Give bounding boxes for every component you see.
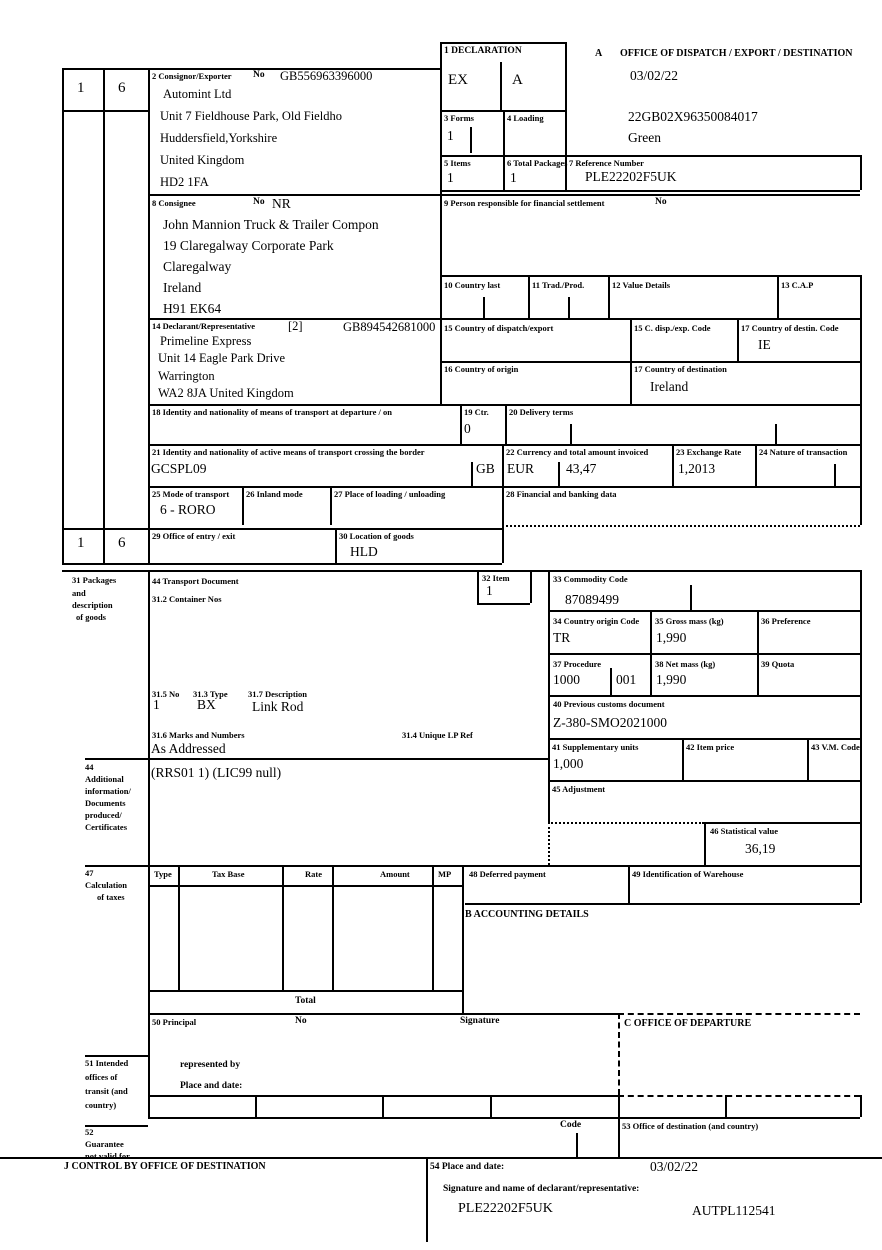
form-line [757, 610, 759, 695]
box50-represented-by: represented by [180, 1060, 241, 1070]
box47-header-rate: Rate [305, 869, 322, 879]
form-tick [690, 585, 692, 610]
form-line [85, 1055, 148, 1057]
box47-label-1: 47 [85, 868, 94, 878]
box22-currency: EUR [507, 461, 534, 476]
box9-no-label: No [655, 197, 667, 207]
box2-line2: Unit 7 Fieldhouse Park, Old Fieldho [160, 109, 342, 123]
box50-signature-label: Signature [460, 1016, 500, 1026]
form-line [85, 865, 860, 867]
box38-label: 38 Net mass (kg) [655, 659, 716, 669]
box51-label-2: offices of [85, 1072, 118, 1082]
box47-label-2: Calculation [85, 880, 128, 890]
box8-id: NR [272, 196, 291, 211]
form-line [477, 570, 479, 603]
form-tick [483, 297, 485, 318]
copy-number-1-lower: 1 [77, 535, 85, 551]
form-tick [568, 297, 570, 318]
box11-label: 11 Trad./Prod. [532, 280, 585, 290]
form-line [0, 1157, 882, 1159]
box7-value: PLE22202F5UK [585, 169, 677, 184]
box16-label: 16 Country of origin [444, 364, 519, 374]
box44-value: (RRS01 1) (LIC99 null) [151, 765, 282, 780]
form-dotted-line [548, 822, 550, 865]
box48-label: 48 Deferred payment [469, 869, 546, 879]
form-dotted-line [548, 822, 704, 824]
copy-number-6: 6 [118, 80, 126, 96]
form-line [62, 528, 502, 530]
box49-label: 49 Identification of Warehouse [632, 869, 744, 879]
box46-value: 36,19 [745, 841, 776, 856]
form-line [807, 738, 809, 780]
box14-line2: Unit 14 Eagle Park Drive [158, 351, 286, 365]
form-tick [471, 462, 473, 486]
form-dashed-line [618, 1013, 620, 1095]
box14-label: 14 Declarant/Representative [152, 321, 255, 331]
box8-label: 8 Consignee [152, 198, 196, 208]
box50-label: 50 Principal [152, 1017, 197, 1027]
box41-value: 1,000 [553, 756, 584, 771]
form-line [432, 865, 434, 990]
form-line [548, 738, 860, 740]
form-tick [834, 464, 836, 486]
section-c-title: C OFFICE OF DEPARTURE [624, 1018, 752, 1029]
form-line [672, 444, 674, 486]
form-line [148, 444, 860, 446]
box5-label: 5 Items [444, 158, 471, 168]
box51-label-4: country) [85, 1100, 117, 1110]
form-line [503, 110, 505, 190]
form-line [148, 486, 860, 488]
box54-date: 03/02/22 [650, 1159, 699, 1174]
box27-label: 27 Place of loading / unloading [334, 489, 446, 499]
form-line [62, 110, 148, 112]
box23-value: 1,2013 [678, 461, 716, 476]
box50-place-date: Place and date: [180, 1081, 243, 1091]
form-tick [570, 424, 572, 444]
form-line [505, 404, 507, 444]
box34-value: TR [553, 630, 571, 645]
box35-value: 1,990 [656, 630, 687, 645]
box6-label: 6 Total Packages [507, 158, 568, 168]
form-line [178, 865, 180, 990]
form-line [440, 361, 860, 363]
form-line [860, 275, 862, 525]
form-line [242, 486, 244, 525]
box8-line1: John Mannion Truck & Trailer Compon [163, 217, 379, 232]
form-line [725, 1095, 727, 1117]
box12-label: 12 Value Details [612, 280, 671, 290]
form-line [282, 865, 284, 990]
box52-label-1: 52 [85, 1127, 94, 1137]
form-line [440, 190, 860, 192]
box2-label: 2 Consignor/Exporter [152, 71, 232, 81]
box25-value: 6 - RORO [160, 502, 216, 517]
box32-label: 32 Item [482, 573, 510, 583]
form-dotted-line [502, 525, 860, 527]
form-line [465, 903, 860, 905]
box35-label: 35 Gross mass (kg) [655, 616, 724, 626]
box15a-label: 15 C. disp./exp. Code [634, 323, 711, 333]
box30-value: HLD [350, 544, 378, 559]
box44-label-3: information/ [85, 786, 131, 796]
box9-label: 9 Person responsible for financial settlement [444, 198, 605, 208]
box8-line5: H91 EK64 [163, 301, 222, 316]
form-line [382, 1095, 384, 1117]
box20-label: 20 Delivery terms [509, 407, 574, 417]
box31-5-label: 31.5 No [152, 689, 180, 699]
box3-label: 3 Forms [444, 113, 474, 123]
box22-label: 22 Currency and total amount invoiced [506, 447, 649, 457]
box5-value: 1 [447, 170, 454, 185]
box2-line4: United Kingdom [160, 153, 245, 167]
box8-line4: Ireland [163, 280, 202, 295]
box44-label-2: Additional [85, 774, 124, 784]
box31-6-value: As Addressed [151, 741, 226, 756]
form-line [440, 42, 442, 404]
box31-label-4: of goods [76, 612, 106, 622]
form-line [148, 885, 462, 887]
box38-value: 1,990 [656, 672, 687, 687]
form-line [755, 444, 757, 486]
box21-value: GCSPL09 [151, 461, 207, 476]
box54-signature-label: Signature and name of declarant/representative: [443, 1184, 640, 1194]
form-line [148, 404, 860, 406]
form-line [528, 275, 530, 318]
box44-label-4: Documents [85, 798, 126, 808]
box14-code: [2] [288, 319, 303, 333]
box47-label-3: of taxes [97, 892, 125, 902]
section-a-title: OFFICE OF DISPATCH / EXPORT / DESTINATION [620, 48, 853, 59]
box37-value: 1000 [553, 672, 580, 687]
box19-label: 19 Ctr. [464, 407, 489, 417]
box42-label: 42 Item price [686, 742, 735, 752]
box2-line1: Automint Ltd [163, 87, 232, 101]
box7-label: 7 Reference Number [569, 158, 644, 168]
box2-line5: HD2 1FA [160, 175, 209, 189]
box23-label: 23 Exchange Rate [676, 447, 742, 457]
box54-label: 54 Place and date: [430, 1162, 505, 1172]
box17a-value: IE [758, 337, 771, 352]
box33-label: 33 Commodity Code [553, 574, 628, 584]
box40-value: Z-380-SMO2021000 [553, 715, 667, 730]
section-a-date: 03/02/22 [630, 68, 679, 83]
section-b-title: B ACCOUNTING DETAILS [465, 909, 589, 920]
box36-label: 36 Preference [761, 616, 811, 626]
box25-label: 25 Mode of transport [152, 489, 230, 499]
box8-no-label: No [253, 197, 265, 207]
box51-label-3: transit (and [85, 1086, 128, 1096]
box26-label: 26 Inland mode [246, 489, 303, 499]
form-line [548, 653, 860, 655]
box31-7-value: Link Rod [252, 699, 304, 714]
form-tick [558, 462, 560, 486]
form-line [148, 194, 860, 196]
form-line [618, 1095, 620, 1157]
box13-label: 13 C.A.P [781, 280, 814, 290]
box31-label-2: and [72, 588, 86, 598]
box52-label-2: Guarantee [85, 1139, 124, 1149]
box31-6-label: 31.6 Marks and Numbers [152, 730, 245, 740]
box47-header-amount: Amount [380, 869, 410, 879]
box44-label-1: 44 [85, 762, 94, 772]
form-line [460, 404, 462, 444]
section-a-routing: Green [628, 130, 661, 145]
section-j-title: J CONTROL BY OFFICE OF DESTINATION [64, 1161, 266, 1172]
form-line [502, 444, 504, 563]
box17-label: 17 Country of destination [634, 364, 727, 374]
box21-nationality: GB [476, 461, 495, 476]
form-line [860, 155, 862, 190]
form-line [860, 1095, 862, 1117]
box40-label: 40 Previous customs document [553, 699, 665, 709]
form-tick [775, 424, 777, 444]
box31-label-3: description [72, 600, 113, 610]
box47-header-taxbase: Tax Base [212, 869, 245, 879]
box19-value: 0 [464, 421, 471, 436]
form-line [530, 570, 532, 603]
box34-label: 34 Country origin Code [553, 616, 640, 626]
box54-declarant-ref: PLE22202F5UK [458, 1201, 553, 1216]
form-line [777, 275, 779, 318]
box37-value2: 001 [616, 672, 637, 687]
box51-label-1: 51 Intended [85, 1058, 129, 1068]
box1-label: 1 DECLARATION [444, 46, 522, 56]
form-line [330, 486, 332, 525]
form-line [426, 1157, 428, 1242]
form-line [62, 570, 860, 572]
form-line [682, 738, 684, 780]
box54-declarant-name: AUTPL112541 [692, 1203, 776, 1218]
box50-no-label: No [295, 1016, 307, 1026]
form-line [335, 528, 337, 563]
form-line [62, 68, 64, 563]
box31-3-label: 31.3 Type [193, 689, 228, 699]
box44-label-6: Certificates [85, 822, 128, 832]
box4-label: 4 Loading [507, 113, 544, 123]
box47-total-label: Total [295, 996, 316, 1006]
box53-label: 53 Office of destination (and country) [622, 1121, 759, 1131]
box52-code-label: Code [560, 1120, 582, 1130]
copy-number-6-lower: 6 [118, 535, 126, 551]
box1-declaration-type: EX [448, 72, 468, 88]
form-line [704, 822, 860, 824]
form-tick [576, 1133, 578, 1157]
box28-label: 28 Financial and banking data [506, 489, 617, 499]
box14-eori: GB894542681000 [343, 320, 436, 334]
box2-no-label: No [253, 70, 265, 80]
box43-label: 43 V.M. Code [811, 742, 860, 752]
form-dashed-line [618, 1095, 860, 1097]
box39-label: 39 Quota [761, 659, 795, 669]
form-line [440, 275, 860, 277]
box17a-label: 17 Country of destin. Code [741, 323, 839, 333]
form-line [548, 570, 550, 822]
box21-label: 21 Identity and nationality of active means of transport crossing the border [152, 447, 425, 457]
box32-value: 1 [486, 583, 493, 598]
form-line [608, 275, 610, 318]
form-line [548, 695, 860, 697]
form-line [148, 1013, 618, 1015]
form-line [860, 570, 862, 903]
form-line [650, 610, 652, 695]
section-a-mrn: 22GB02X96350084017 [628, 109, 758, 124]
box46-label: 46 Statistical value [710, 826, 778, 836]
form-line [548, 610, 860, 612]
box47-header-type: Type [154, 869, 172, 879]
box41-label: 41 Supplementary units [552, 742, 639, 752]
box10-label: 10 Country last [444, 280, 501, 290]
form-line [62, 563, 502, 565]
box18-label: 18 Identity and nationality of means of transport at departure / on [152, 407, 392, 417]
form-line [440, 42, 565, 44]
box15-label: 15 Country of dispatch/export [444, 323, 554, 333]
box8-line2: 19 Claregalway Corporate Park [163, 238, 334, 253]
box31-4-label: 31.4 Unique LP Ref [402, 730, 473, 740]
form-line [548, 780, 860, 782]
form-line [62, 68, 440, 70]
box1-declaration-subtype: A [512, 72, 523, 88]
form-line [85, 758, 548, 760]
form-line [628, 865, 630, 903]
section-a-prefix: A [595, 48, 603, 59]
box30-label: 30 Location of goods [339, 531, 414, 541]
box37-label: 37 Procedure [553, 659, 602, 669]
form-line [148, 1117, 860, 1119]
box24-label: 24 Nature of transaction [759, 447, 848, 457]
box47-header-mp: MP [438, 869, 452, 879]
box14-line4: WA2 8JA United Kingdom [158, 386, 294, 400]
form-line [148, 68, 150, 563]
box2-line3: Huddersfield,Yorkshire [160, 131, 278, 145]
form-line [85, 1125, 148, 1127]
form-tick [470, 127, 472, 153]
form-line [477, 603, 530, 605]
form-line [332, 865, 334, 990]
box3-value: 1 [447, 128, 454, 143]
box44-label-5: produced/ [85, 810, 122, 820]
box45-label: 45 Adjustment [552, 784, 606, 794]
form-line [462, 865, 464, 1013]
form-dashed-line [618, 1013, 860, 1015]
form-line [500, 62, 502, 110]
form-line [255, 1095, 257, 1117]
box31-7-label: 31.7 Description [248, 689, 308, 699]
form-tick [610, 668, 612, 695]
box14-line3: Warrington [158, 369, 215, 383]
form-line [737, 318, 739, 361]
box14-line1: Primeline Express [160, 334, 252, 348]
form-line [148, 570, 150, 1117]
box44-transport-doc-label: 44 Transport Document [152, 576, 239, 586]
box22-amount: 43,47 [566, 461, 597, 476]
form-line [490, 1095, 492, 1117]
box31-5-value: 1 [153, 697, 160, 712]
box2-eori: GB556963396000 [280, 69, 373, 83]
form-line [103, 68, 105, 563]
box31-2-label: 31.2 Container Nos [152, 594, 222, 604]
form-line [148, 318, 860, 320]
form-line [630, 318, 632, 404]
box31-3-value: BX [197, 697, 216, 712]
box31-label-1: 31 Packages [72, 575, 117, 585]
box17-value: Ireland [650, 379, 689, 394]
copy-number-1: 1 [77, 80, 85, 96]
box6-value: 1 [510, 170, 517, 185]
box52-label-3: not valid for [85, 1151, 130, 1161]
form-line [148, 990, 462, 992]
box29-label: 29 Office of entry / exit [152, 531, 236, 541]
form-line [704, 822, 706, 865]
box8-line3: Claregalway [163, 259, 232, 274]
box33-value: 87089499 [565, 592, 619, 607]
